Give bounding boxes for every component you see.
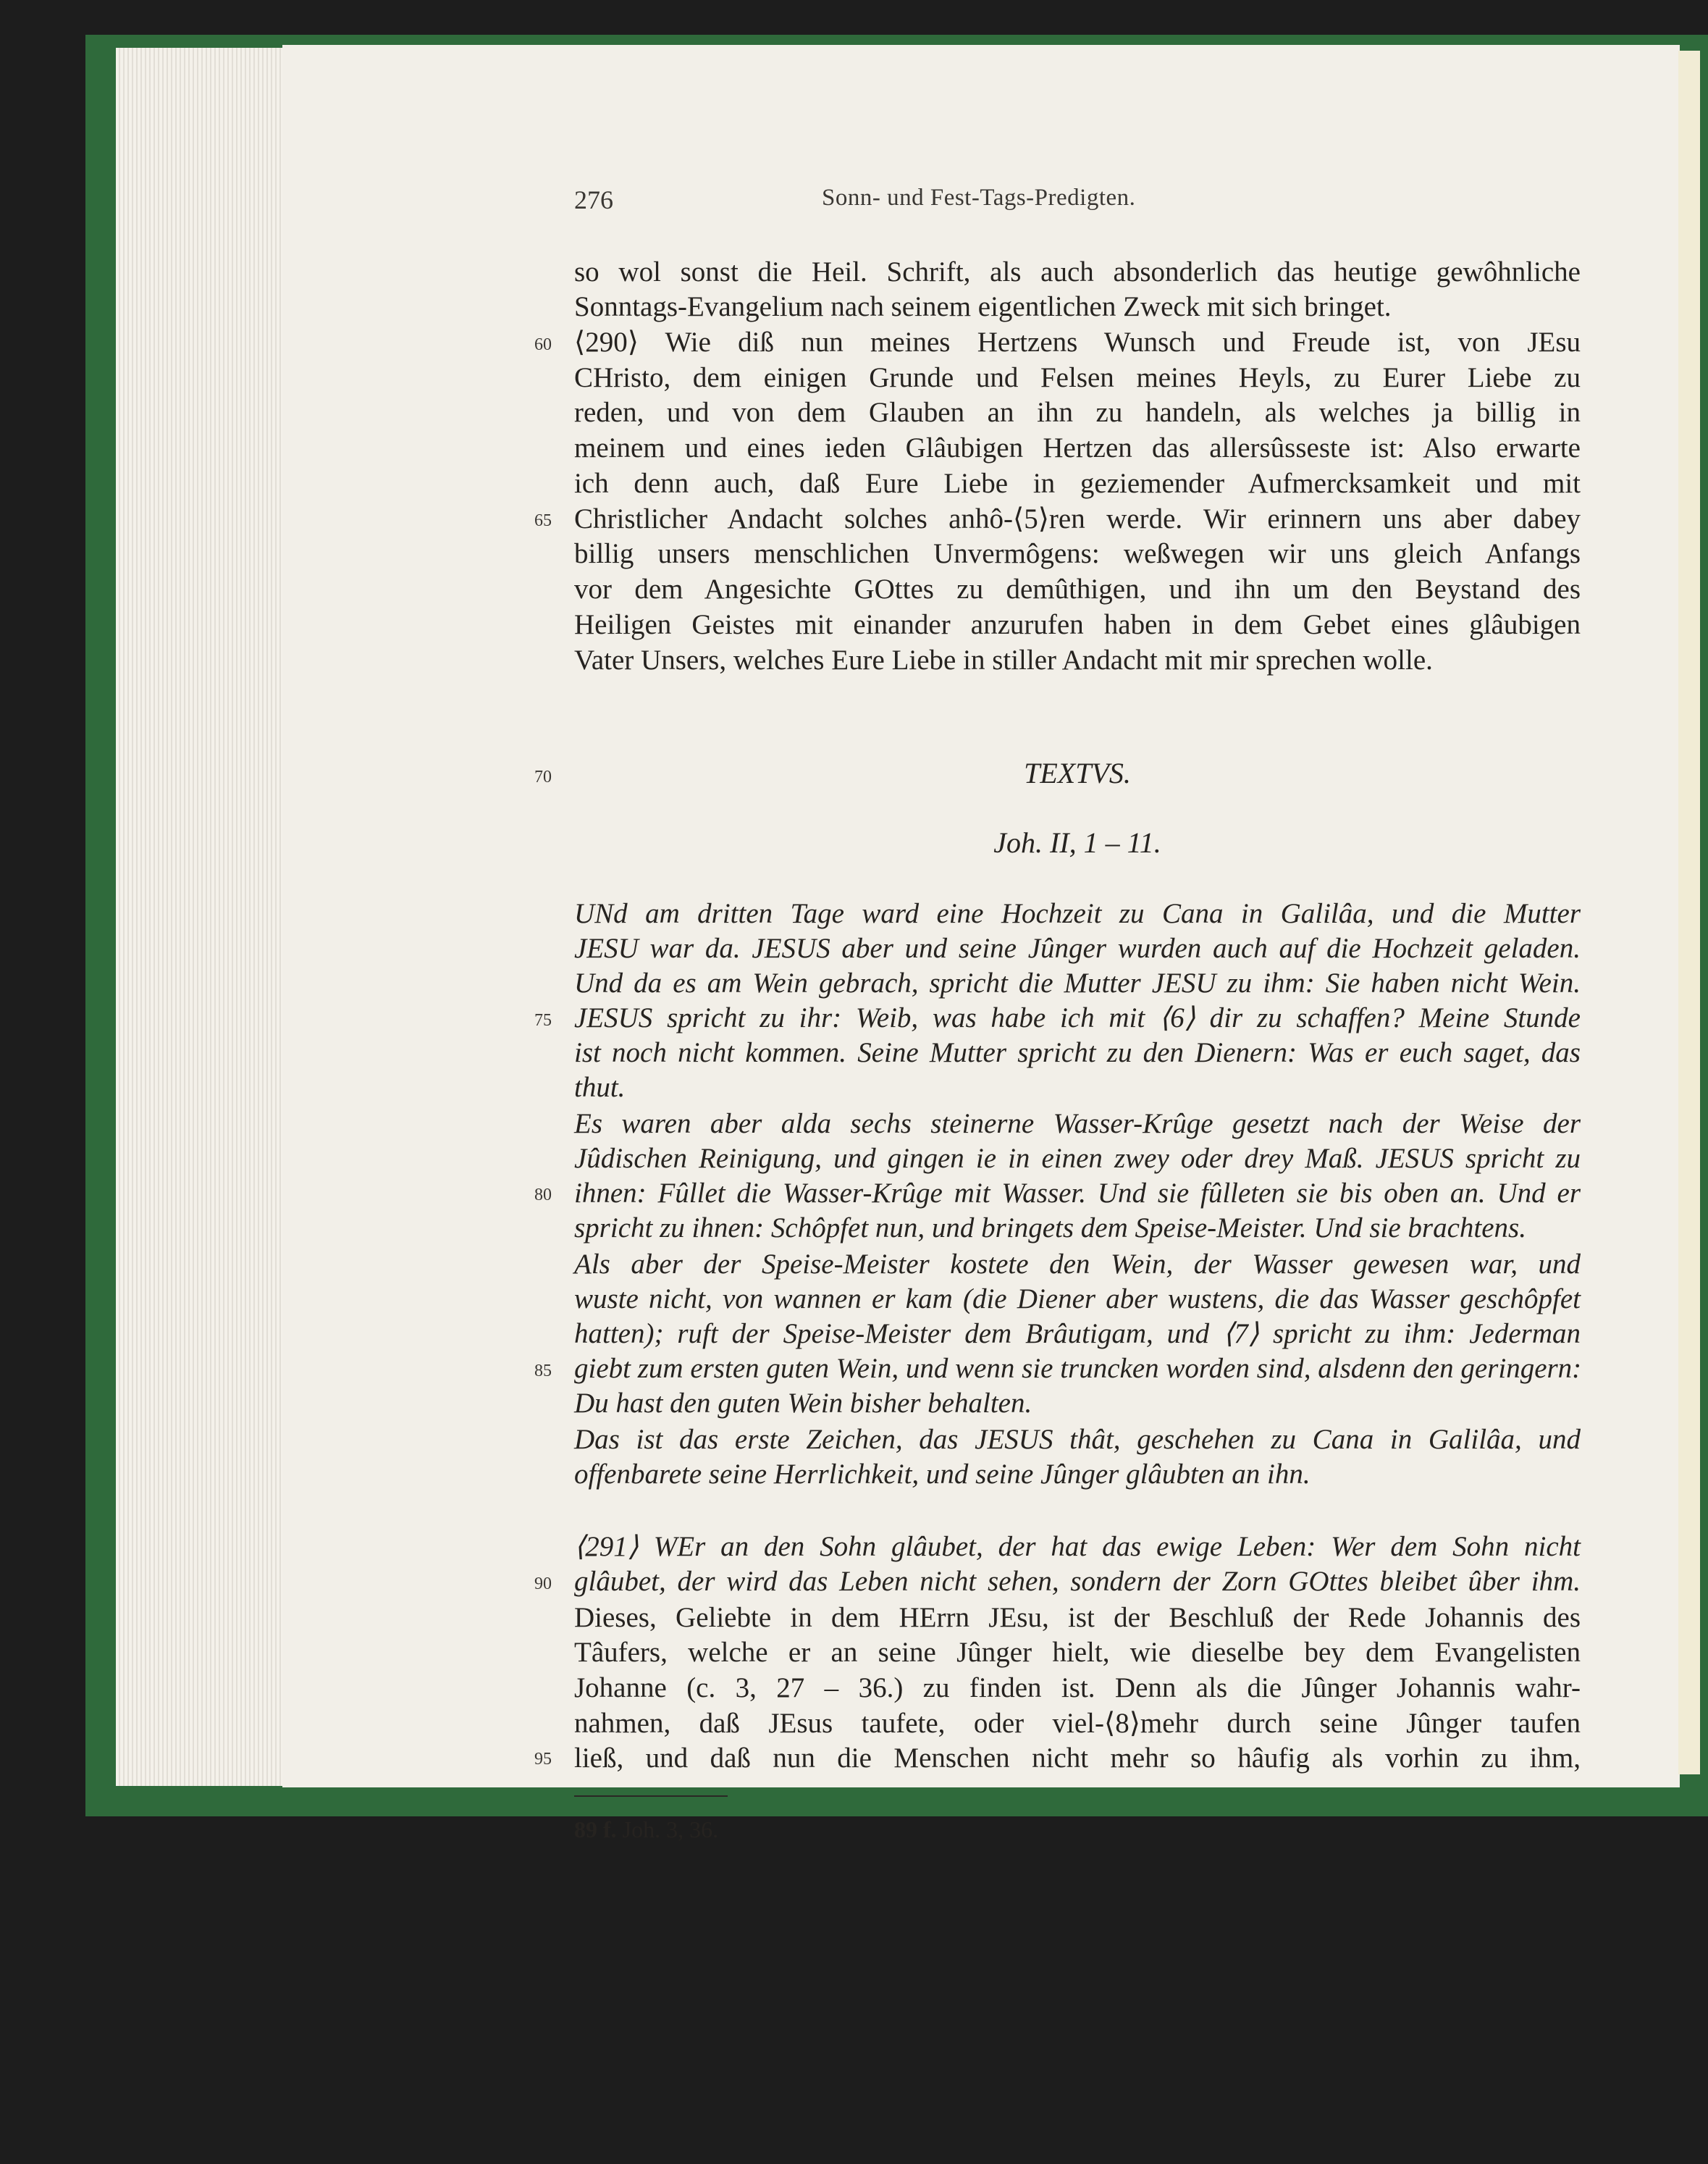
scripture-line: ihnen: Fûllet die Wasser-Krûge mit Wasser. Und sie fûlleten sie bis oben an. Und er	[574, 1178, 1581, 1209]
text-line: Vater Unsers, welches Eure Liebe in stiller Andacht mit mir sprechen wolle.	[574, 645, 1433, 676]
page-number: 276	[574, 185, 613, 214]
scripture-line: wuste nicht, von wannen er kam (die Diener aber wustens, die das Wasser geschôpfet	[574, 1283, 1581, 1314]
text-line: vor dem Angesichte GOttes zu demûthigen, und ihn um den Beystand des	[574, 574, 1581, 605]
text-line: billig unsers menschlichen Unvermôgens: weßwegen wir uns gleich Anfangs	[574, 538, 1581, 569]
line-number: 80	[534, 1186, 552, 1204]
footnote	[574, 1816, 718, 1843]
sermon-line: Tâufers, welche er an seine Jûnger hielt, wie dieselbe bey dem Evangelisten	[574, 1637, 1581, 1668]
scripture-line: offenbarete seine Herrlichkeit, und seine Jûnger glâubten an ihn.	[574, 1459, 1311, 1490]
scripture-line: Als aber der Speise-Meister kostete den Wein, der Wasser gewesen war, und	[574, 1249, 1581, 1280]
text-line: so wol sonst die Heil. Schrift, als auch absonderlich das heutige gewôhnliche	[574, 256, 1581, 288]
text-line: Sonntags-Evangelium nach seinem eigentlichen Zweck mit sich bringet.	[574, 291, 1392, 322]
scripture-line: Und da es am Wein gebrach, spricht die Mutter JESU zu ihm: Sie haben nicht Wein.	[574, 968, 1581, 999]
page-edges	[116, 48, 290, 1786]
line-number: 95	[534, 1750, 552, 1769]
text-line: ⟨290⟩ Wie diß nun meines Hertzens Wunsch und Freude ist, von JEsu	[574, 327, 1581, 358]
text-line: Christlicher Andacht solches anhô-⟨5⟩ren werde. Wir erinnern uns aber dabey	[574, 503, 1581, 534]
scripture-line: JESUS spricht zu ihr: Weib, was habe ich mit ⟨6⟩ dir zu schaffen? Meine Stunde	[574, 1002, 1581, 1033]
text-line: meinem und eines ieden Glâubigen Hertzen das allersûsseste ist: Also erwarte	[574, 432, 1581, 464]
line-number: 85	[534, 1362, 552, 1380]
facing-page-edge	[1678, 51, 1700, 1774]
scripture-reference: Joh. II, 1 – 11.	[993, 826, 1161, 859]
scripture-line: JESU war da. JESUS aber und seine Jûnger wurden auch auf die Hochzeit geladen.	[574, 933, 1581, 964]
line-number: 65	[534, 511, 552, 530]
sermon-line: ließ, und daß nun die Menschen nicht mehr so hâufig als vorhin zu ihm,	[574, 1742, 1581, 1774]
line-number: 70	[534, 768, 552, 787]
sermon-line: Dieses, Geliebte in dem HErrn JEsu, ist der Beschluß der Rede Johannis des	[574, 1602, 1581, 1633]
scripture-line: spricht zu ihnen: Schôpfet nun, und bringets dem Speise-Meister. Und sie brachtens.	[574, 1212, 1526, 1244]
sermon-line: ⟨291⟩ WEr an den Sohn glâubet, der hat das ewige Leben: Wer dem Sohn nicht	[574, 1531, 1581, 1562]
scripture-line: Du hast den guten Wein bisher behalten.	[574, 1388, 1032, 1419]
footnote-rule	[574, 1795, 728, 1797]
footnote-ref: 89 f.	[574, 1816, 617, 1842]
line-number: 60	[534, 335, 552, 354]
scripture-line: hatten); ruft der Speise-Meister dem Brâutigam, und ⟨7⟩ spricht zu ihm: Jederman	[574, 1318, 1581, 1349]
scripture-line: Es waren aber alda sechs steinerne Wasser-Krûge gesetzt nach der Weise der	[574, 1108, 1581, 1139]
footnote-text: Joh. 3, 36.	[616, 1816, 719, 1842]
text-line: Heiligen Geistes mit einander anzurufen haben in dem Gebet eines glâubigen	[574, 609, 1581, 640]
text-line: reden, und von dem Glauben an ihn zu handeln, als welches ja billig in	[574, 397, 1581, 428]
scripture-line: UNd am dritten Tage ward eine Hochzeit zu Cana in Galilâa, und die Mutter	[574, 898, 1581, 929]
scripture-line: thut.	[574, 1072, 626, 1103]
scripture-line: Das ist das erste Zeichen, das JESUS thât, geschehen zu Cana in Galilâa, und	[574, 1424, 1581, 1455]
line-number: 90	[534, 1574, 552, 1593]
text-line: CHristo, dem einigen Grunde und Felsen meines Heyls, zu Eurer Liebe zu	[574, 362, 1581, 393]
sermon-line: nahmen, daß JEsus taufete, oder viel-⟨8⟩mehr durch seine Jûnger taufen	[574, 1708, 1581, 1739]
sermon-line: Johanne (c. 3, 27 – 36.) zu finden ist. Denn als die Jûnger Johannis wahr-	[574, 1672, 1581, 1703]
text-line: ich denn auch, daß Eure Liebe in geziemender Aufmercksamkeit und mit	[574, 468, 1581, 499]
sermon-line: glâubet, der wird das Leben nicht sehen, sondern der Zorn GOttes bleibet ûber ihm.	[574, 1566, 1581, 1597]
section-heading: TEXTVS.	[1024, 757, 1131, 789]
scripture-line: Jûdischen Reinigung, und gingen ie in einen zwey oder drey Maß. JESUS spricht zu	[574, 1143, 1581, 1174]
scripture-line: ist noch nicht kommen. Seine Mutter spricht zu den Dienern: Was er euch saget, das	[574, 1037, 1581, 1068]
scripture-line: giebt zum ersten guten Wein, und wenn sie truncken worden sind, alsdenn den geringern:	[574, 1353, 1582, 1384]
running-title: Sonn- und Fest-Tags-Predigten.	[822, 185, 1136, 211]
line-number: 75	[534, 1011, 552, 1030]
